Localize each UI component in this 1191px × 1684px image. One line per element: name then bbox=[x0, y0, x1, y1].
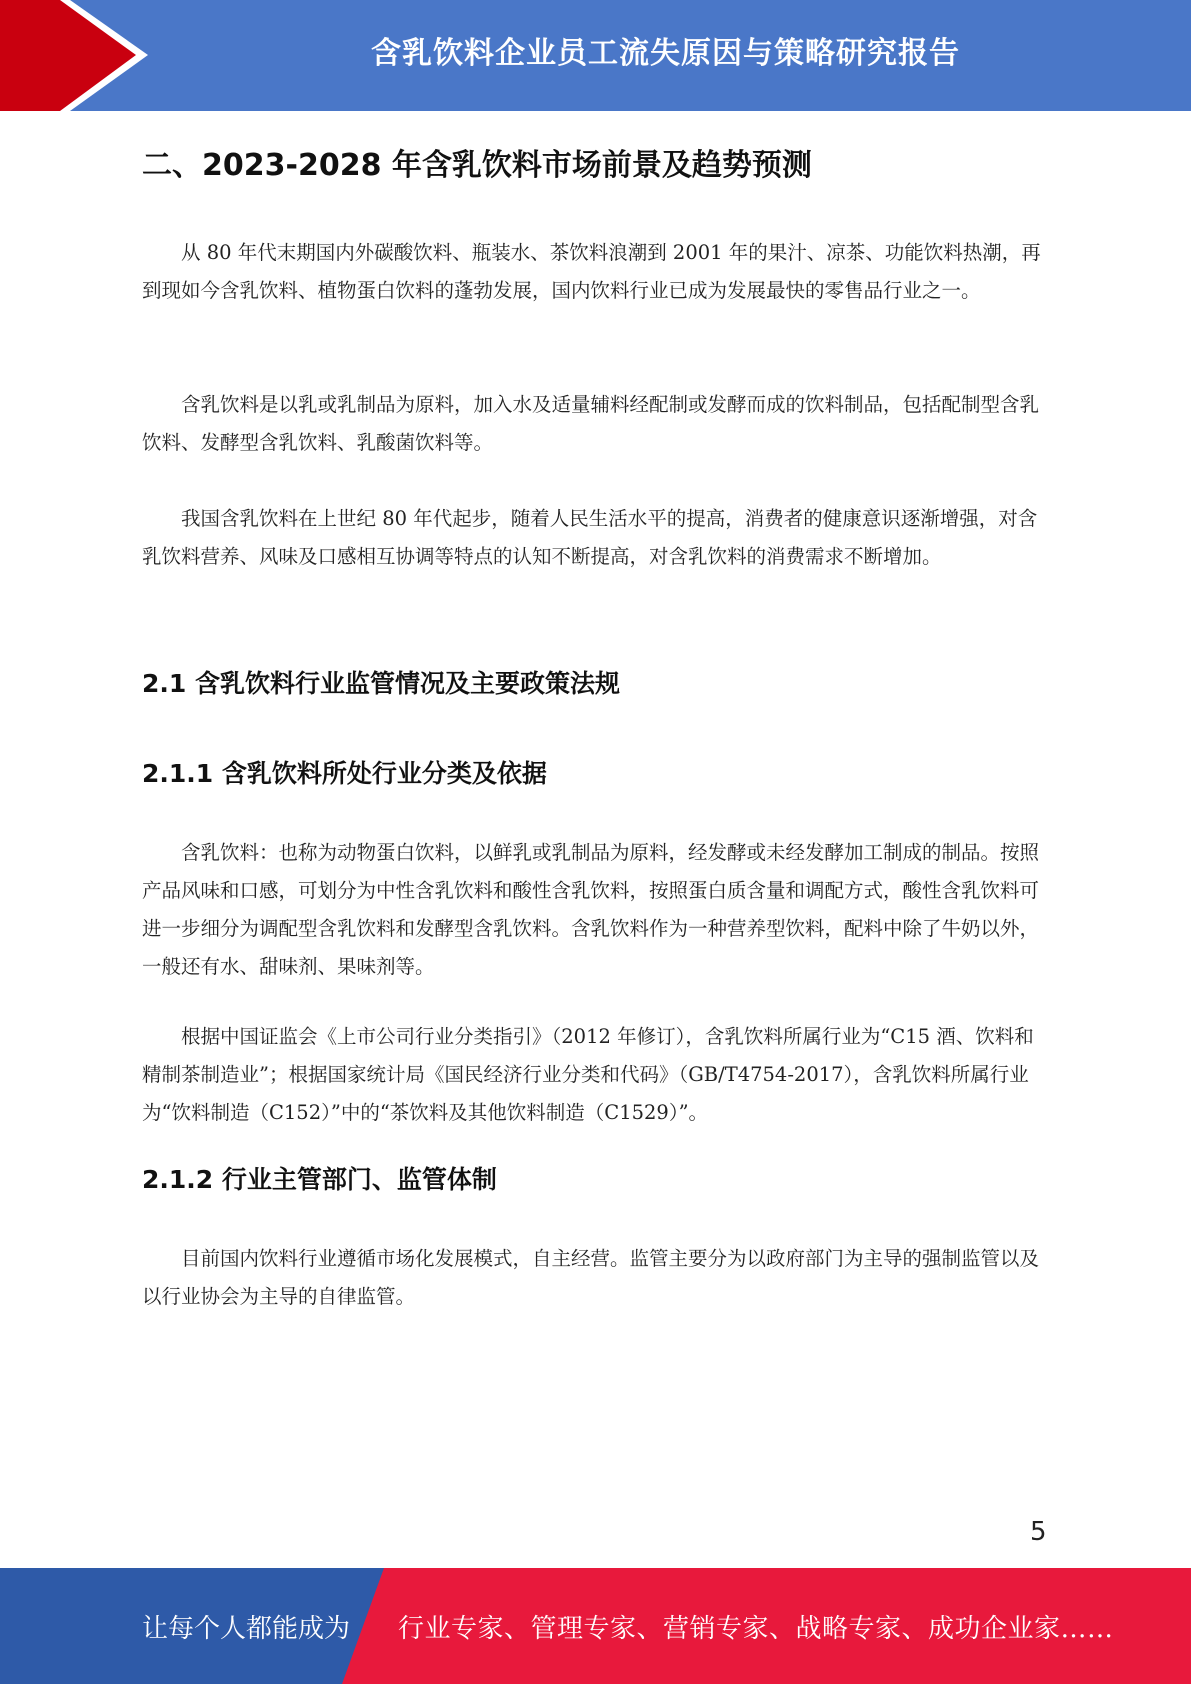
section-heading-2-1: 2.1 含乳饮料行业监管情况及主要政策法规 bbox=[142, 669, 620, 698]
chapter-heading: 二、2023-2028 年含乳饮料市场前景及趋势预测 bbox=[142, 148, 812, 183]
report-title: 含乳饮料企业员工流失原因与策略研究报告 bbox=[371, 36, 960, 71]
footer-band bbox=[0, 1568, 1191, 1684]
footer-slogan-right: 行业专家、管理专家、营销专家、战略专家、成功企业家…… bbox=[398, 1613, 1114, 1644]
paragraph-1: 从 80 年代末期国内外碳酸饮料、瓶装水、茶饮料浪潮到 2001 年的果汁、凉茶、功能饮料热潮，再到现如今含乳饮料、植物蛋白饮料的蓬勃发展，国内饮料行业已成为发展最快的零售品行业之一。 bbox=[142, 241, 1041, 302]
paragraph-5: 根据中国证监会《上市公司行业分类指引》（2012 年修订），含乳饮料所属行业为“C15 酒、饮料和精制茶制造业”；根据国家统计局《国民经济行业分类和代码》（GB/T4754-2017），含乳饮料所属行业为“饮料制造（C152）”中的“茶饮料及其他饮料制造（C1529）”。 bbox=[142, 1025, 1034, 1124]
page-number: 5 bbox=[1030, 1517, 1047, 1547]
paragraph-2: 含乳饮料是以乳或乳制品为原料，加入水及适量辅料经配制或发酵而成的饮料制品，包括配制型含乳饮料、发酵型含乳饮料、乳酸菌饮料等。 bbox=[142, 393, 1040, 454]
footer-slogan-left: 让每个人都能成为 bbox=[142, 1613, 351, 1644]
header-band bbox=[0, 0, 1191, 111]
subsection-heading-2-1-1: 2.1.1 含乳饮料所处行业分类及依据 bbox=[142, 759, 547, 788]
paragraph-4: 含乳饮料：也称为动物蛋白饮料，以鲜乳或乳制品为原料，经发酵或未经发酵加工制成的制品。按照产品风味和口感，可划分为中性含乳饮料和酸性含乳饮料，按照蛋白质含量和调配方式，酸性含乳饮料可进一步细分为调配型含乳饮料和发酵型含乳饮料。含乳饮料作为一种营养型饮料，配料中除了牛奶以外，一般还有水、甜味剂、果味剂等。 bbox=[142, 841, 1040, 978]
header-chevron-decoration bbox=[0, 0, 150, 111]
paragraph-6: 目前国内饮料行业遵循市场化发展模式，自主经营。监管主要分为以政府部门为主导的强制监管以及以行业协会为主导的自律监管。 bbox=[142, 1247, 1040, 1308]
subsection-heading-2-1-2: 2.1.2 行业主管部门、监管体制 bbox=[142, 1165, 497, 1194]
paragraph-3: 我国含乳饮料在上世纪 80 年代起步，随着人民生活水平的提高，消费者的健康意识逐渐增强，对含乳饮料营养、风味及口感相互协调等特点的认知不断提高，对含乳饮料的消费需求不断增加。 bbox=[142, 507, 1038, 568]
